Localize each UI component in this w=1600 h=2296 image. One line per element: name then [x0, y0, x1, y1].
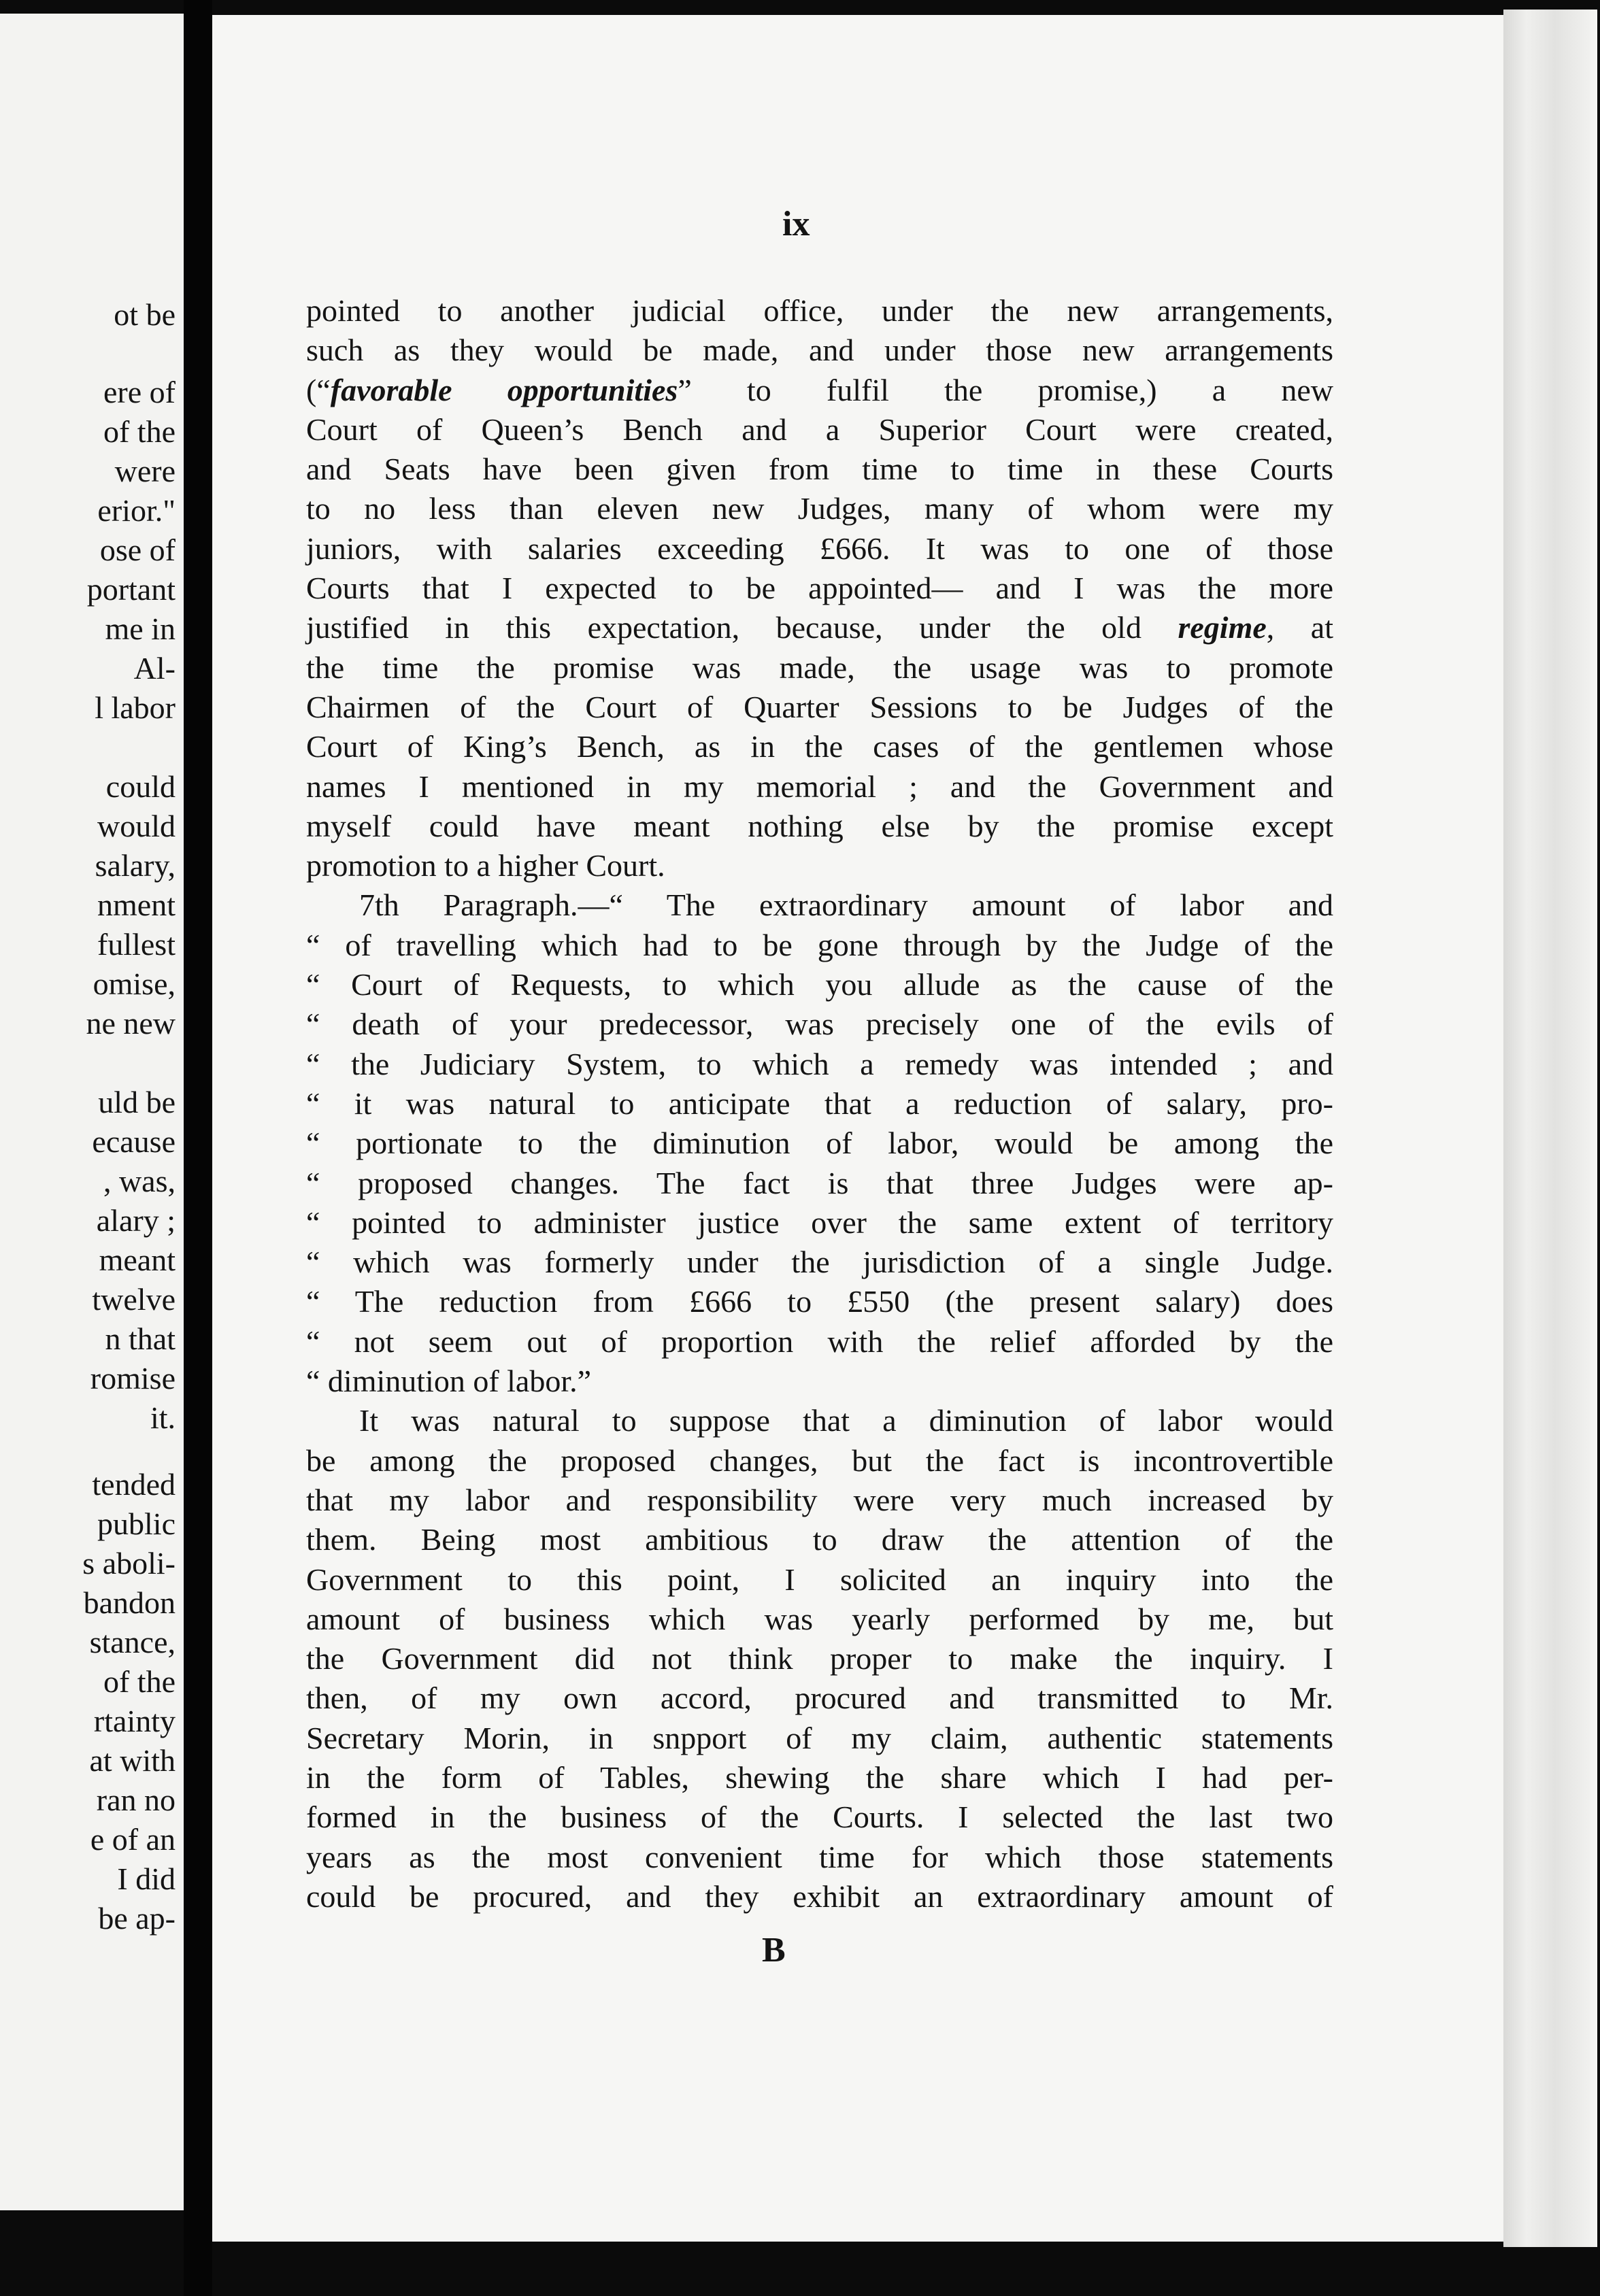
facing-page-fragment: ne new [86, 1006, 176, 1041]
facing-page-fragment: ere of [103, 375, 176, 409]
facing-page-fragment: rtainty [93, 1704, 176, 1738]
facing-page-fragment: of the [103, 1664, 176, 1699]
body-text [306, 291, 1333, 1917]
text-line: promotion to a higher Court. [306, 848, 665, 883]
facing-page-left [0, 14, 184, 2210]
text-line: the Government did not think proper to make the inquiry. I [306, 1641, 1333, 1676]
quoted-line: “ not seem out of proportion with the relief afforded by the [306, 1323, 1333, 1359]
text-line: Courts that I expected to be appointed— and I was the more [306, 571, 1333, 606]
quoted-line: “ proposed changes. The fact is that three Judges were ap- [306, 1165, 1333, 1200]
text-line: years as the most convenient time for which those statements [306, 1839, 1333, 1874]
facing-page-fragment: ecause [92, 1124, 176, 1159]
quoted-line: “ diminution of labor.” [306, 1364, 592, 1399]
facing-page-fragment: tended [92, 1467, 176, 1502]
facing-page-fragment: salary, [95, 848, 176, 883]
facing-page-fragment: alary ; [96, 1203, 176, 1238]
facing-page-fragment: n that [105, 1321, 176, 1356]
text-line: pointed to another judicial office, under the new arrangements, [306, 293, 1333, 328]
text-line: justified in this expectation, because, under the old regime, at [306, 610, 1334, 645]
quoted-line: “ pointed to administer justice over the same extent of territory [306, 1204, 1333, 1240]
text-line: them. Being most ambitious to draw the attention of the [306, 1522, 1333, 1557]
quoted-line: “ the Judiciary System, to which a remedy was intended ; and [306, 1046, 1333, 1081]
facing-page-fragment: omise, [93, 966, 176, 1001]
text-line: Court of King’s Bench, as in the cases of the gentlemen whose [306, 729, 1333, 764]
text-line: then, of my own accord, procured and transmitted to Mr. [306, 1681, 1333, 1716]
text-line: juniors, with salaries exceeding £666. It was to one of those [306, 530, 1333, 566]
facing-page-fragment: would [97, 809, 176, 843]
facing-page-fragment: ran no [96, 1783, 176, 1817]
facing-page-fragment: could [105, 769, 176, 804]
facing-page-fragment: meant [99, 1243, 176, 1277]
facing-page-fragment: fullest [97, 927, 176, 962]
text-line: Chairmen of the Court of Quarter Sessions to be Judges of the [306, 689, 1333, 724]
facing-page-fragment: ot be [114, 297, 176, 332]
facing-page-fragment: portant [86, 572, 176, 607]
facing-page-fragment: e of an [90, 1822, 176, 1857]
text-line: amount of business which was yearly performed by me, but [306, 1601, 1333, 1636]
facing-page-fragment: twelve [92, 1282, 176, 1317]
page-number: ix [782, 205, 810, 243]
facing-page-fragment: were [114, 454, 176, 488]
quoted-line: “ which was formerly under the jurisdiction of a single Judge. [306, 1245, 1333, 1280]
quoted-line: “ The reduction from £666 to £550 (the present salary) does [306, 1284, 1333, 1319]
quoted-line: “ it was natural to anticipate that a reduction of salary, pro- [306, 1085, 1333, 1121]
text-line: Government to this point, I solicited an inquiry into the [306, 1561, 1333, 1597]
text-line: could be procured, and they exhibit an extraordinary amount of [306, 1878, 1333, 1914]
text-line: be among the proposed changes, but the fact is incontrovertible [306, 1442, 1333, 1478]
facing-page-fragment: be ap- [98, 1901, 176, 1936]
facing-page-fragment: l labor [95, 690, 176, 725]
quoted-line: “ death of your predecessor, was precisely one of the evils of [306, 1007, 1333, 1042]
text-line: to no less than eleven new Judges, many of whom were my [306, 491, 1333, 526]
facing-page-fragment: public [97, 1506, 176, 1541]
quoted-line: “ of travelling which had to be gone through by the Judge of the [306, 927, 1333, 962]
facing-page-fragment: of the [103, 414, 176, 449]
facing-page-fragment: s aboli- [82, 1546, 176, 1581]
facing-page-fragment: bandon [83, 1585, 176, 1620]
facing-page-fragment: romise [90, 1361, 176, 1396]
quoted-line: “ Court of Requests, to which you allude as the cause of the [306, 967, 1333, 1002]
page-edge-stack [1503, 10, 1597, 2247]
facing-page-fragment: at with [89, 1743, 176, 1778]
facing-page-fragment: erior." [97, 493, 176, 528]
text-line: and Seats have been given from time to time in these Courts [306, 452, 1333, 487]
facing-page-fragment: it. [150, 1400, 176, 1435]
text-line: formed in the business of the Courts. I selected the last two [306, 1800, 1333, 1835]
facing-page-fragment: me in [105, 611, 176, 646]
facing-page-fragment: Al- [133, 651, 176, 686]
paragraph-heading: 7th Paragraph.—“ The extraordinary amount of labor and [359, 888, 1333, 923]
text-line: Secretary Morin, in snpport of my claim, authentic statements [306, 1720, 1333, 1755]
facing-page-fragment: ose of [99, 533, 176, 567]
facing-page-fragment: nment [97, 888, 176, 922]
text-line: Court of Queen’s Bench and a Superior Court were created, [306, 411, 1333, 447]
text-line: the time the promise was made, the usage was to promote [306, 649, 1333, 685]
text-line: in the form of Tables, shewing the share which I had per- [306, 1759, 1333, 1795]
text-line: names I mentioned in my memorial ; and the Government and [306, 769, 1333, 804]
facing-page-fragment: I did [117, 1861, 176, 1896]
signature-mark: B [762, 1931, 786, 1970]
facing-page-fragment: , was, [103, 1164, 176, 1198]
text-line: such as they would be made, and under those new arrangements [306, 333, 1333, 368]
text-line: myself could have meant nothing else by the promise except [306, 808, 1333, 843]
text-line: It was natural to suppose that a diminution of labor would [359, 1403, 1333, 1438]
text-line: (“favorable opportunities” to fulfil the promise,) a new [306, 372, 1333, 407]
facing-page-fragment: uld be [98, 1085, 176, 1119]
facing-page-fragment: stance, [89, 1625, 176, 1659]
book-gutter [184, 0, 212, 2296]
quoted-line: “ portionate to the diminution of labor, would be among the [306, 1126, 1333, 1161]
text-line: that my labor and responsibility were very much increased by [306, 1482, 1333, 1517]
